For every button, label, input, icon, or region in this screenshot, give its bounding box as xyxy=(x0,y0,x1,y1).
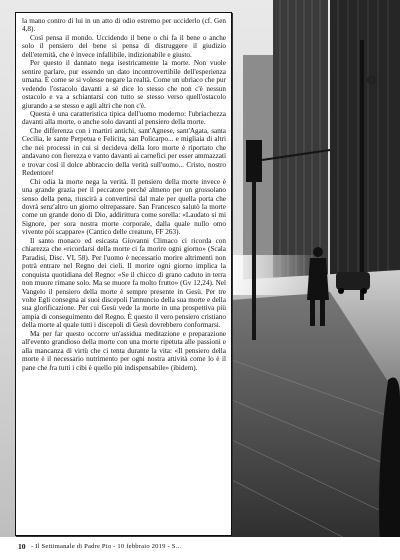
paragraph-5: Che differenza con i martiri antichi, sant'Agnese, sant'Agata, santa Cecilia, le sante Perpetua e Felicita, san Policarpo... e migliaia di altri che nei processi in cui si decideva della loro morte è riportato che andavano con fierezza e vanto davanti ai carnefici per esser ammazzati e trovar così il dolce abbraccio della verità sull'uomo... Cristo, nostro Redentore! xyxy=(22,126,226,178)
paragraph-4: Questa è una caratteristica tipica dell'uomo moderno: l'ubriachezza davanti alla morte, o anche solo davanti al pensiero della morte. xyxy=(22,109,226,127)
paragraph-3: Per questo il dannato nega isestricamente la morte. Non vuole sentire parlare, pur essendo un dato incontrovertibile dell'esperienza umana. È come se si volesse negare la realtà. Come un ubriaco che pur vedendo l'ostacolo davanti a sé dice lo stesso che non c'è nessun ostacolo e va a schiantarsi con tutto se stesso verso quell'ostacolo giurando a se stesso e agli altri che non c'è. xyxy=(22,59,226,110)
car xyxy=(336,272,370,290)
page-footer xyxy=(0,537,400,560)
lamp-post xyxy=(360,40,364,300)
traffic-light xyxy=(246,140,262,182)
running-head: - Il Settimanale di Padre Pio - 10 febbraio 2019 - S... xyxy=(31,543,182,550)
paragraph-8: Ma per far questo occorre un'assidua meditazione e preparazione all'evento grandioso della morte con una morte ripetuta alle passioni e alla mancanza di virtù che ci tenta durante la vita: «Il pensiero della morte è il necessario nutrimento per ogni nostra attività come lo è il pane che fra tutti i cibi è quello più indispensabile» (ibidem). xyxy=(22,329,226,372)
building-right xyxy=(330,0,400,300)
paragraph-6: Chi odia la morte nega la verità. Il pensiero della morte invece è una grande grazia per il peccatore perché almeno per un grossolano senso della pena, riuscirà a convertirsi dal male per quella porta che dovrà senz'altro un giorno oltrepassare. San Francesco salutò la morte come un grande dono di Dio, addirittura come sorella: «Laudato si mi Signore, per sora nostra morte corporale, dalla quale nullo omo vivente pòi scappare» (Cantico delle creature, FF 263). xyxy=(22,177,226,237)
article-text-box xyxy=(15,12,232,536)
paragraph-7: Il santo monaco ed esicasta Giovanni Climaco ci ricorda con chiarezza che «ricordarsi della morte ci fa morire ogni giorno» (Scala Paradisi, Disc. VI, 58). Per l'uomo è necessario morire altrimenti non potrà entrare nel Regno dei cieli. Il morire ogni giorno implica la conquista quotidiana del Regno: «Se il chicco di grano caduto in terra non muore rimane solo. Ma se muore fa molto frutto» (Gv 12,24). Nel Vangelo il pensiero della morte è sempre presente in Gesù. Per tre volte Egli consegna ai suoi discepoli l'annuncio della sua morte e della sua glorificazione. Per cui Gesù vede la morte in una prospettiva più ampia di conseguimento del Regno. È questo il vero pensiero cristiano della morte al quale tutti i discepoli di Gesù dovrebbero conformarsi. xyxy=(22,236,226,330)
page-number: 10 xyxy=(18,542,26,551)
paragraph-1: la mano contro di lui in un atto di odio estremo per ucciderlo (cf. Gen 4,8). xyxy=(22,17,226,34)
paragraph-2: Così pensa il mondo. Uccidendo il bene o chi fa il bene o anche solo il pensiero del bene si pensa di distruggere il giudizio dell'eternità, che è invece infallibile, indizionabile e giusto. xyxy=(22,33,226,59)
